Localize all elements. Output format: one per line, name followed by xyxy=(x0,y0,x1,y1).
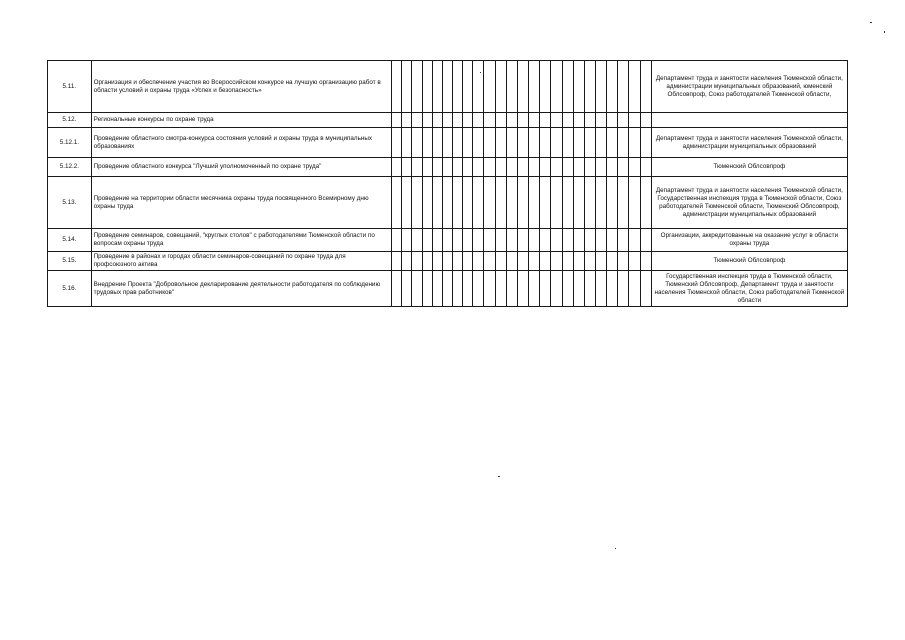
schedule-cell xyxy=(562,271,573,307)
responsible-executors: Тюменский Облсовпроф xyxy=(651,158,847,177)
schedule-cell xyxy=(540,252,551,271)
schedule-cell xyxy=(562,61,573,113)
schedule-cell xyxy=(629,177,640,229)
schedule-cell xyxy=(422,177,432,229)
schedule-cell xyxy=(473,61,484,113)
schedule-cell xyxy=(562,177,573,229)
schedule-cell xyxy=(607,128,618,158)
schedule-cell xyxy=(473,271,484,307)
schedule-cell xyxy=(562,229,573,252)
responsible-executors: Департамент труда и занятости населения Тюменской области, администрации муниципальных образований xyxy=(651,128,847,158)
schedule-cell xyxy=(618,113,629,128)
schedule-cell xyxy=(551,252,562,271)
schedule-cell xyxy=(540,229,551,252)
schedule-cell xyxy=(562,128,573,158)
schedule-cell xyxy=(452,229,462,252)
schedule-cell xyxy=(412,113,422,128)
schedule-cell xyxy=(629,229,640,252)
activity-name: Региональные конкурсы по охране труда xyxy=(91,113,392,128)
schedule-cell xyxy=(584,229,595,252)
schedule-cell xyxy=(412,252,422,271)
schedule-cell xyxy=(595,229,606,252)
schedule-cell xyxy=(402,113,412,128)
schedule-cell xyxy=(540,61,551,113)
schedule-cell xyxy=(573,252,584,271)
schedule-cell xyxy=(529,61,540,113)
schedule-cell xyxy=(495,128,506,158)
schedule-cell xyxy=(432,113,442,128)
schedule-cell xyxy=(463,113,473,128)
schedule-cell xyxy=(529,252,540,271)
schedule-cell xyxy=(495,252,506,271)
schedule-cell xyxy=(529,271,540,307)
activity-name: Проведение в районах и городах области семинаров-совещаний по охране труда для профсоюзного актива xyxy=(91,252,392,271)
schedule-cell xyxy=(584,61,595,113)
schedule-cell xyxy=(452,177,462,229)
schedule-cell xyxy=(452,113,462,128)
schedule-cell xyxy=(540,128,551,158)
schedule-cell xyxy=(595,252,606,271)
schedule-cell xyxy=(402,61,412,113)
responsible-executors: Департамент труда и занятости населения Тюменской области, Государственная инспекция труда в Тюменской области, Союз работодателей Тюменской области, Тюменский Облсовпроф, администрации муниципальных образований xyxy=(651,177,847,229)
schedule-cell xyxy=(573,158,584,177)
row-number: 5.13. xyxy=(48,177,92,229)
schedule-cell xyxy=(506,113,517,128)
schedule-cell xyxy=(412,229,422,252)
schedule-cell xyxy=(463,271,473,307)
responsible-executors xyxy=(651,113,847,128)
schedule-cell xyxy=(484,271,495,307)
schedule-cell xyxy=(473,128,484,158)
schedule-cell xyxy=(640,128,651,158)
schedule-cell xyxy=(640,113,651,128)
schedule-cell xyxy=(392,229,402,252)
row-number: 5.12.2. xyxy=(48,158,92,177)
schedule-cell xyxy=(517,252,528,271)
row-number: 5.14. xyxy=(48,229,92,252)
schedule-cell xyxy=(607,229,618,252)
schedule-cell xyxy=(629,252,640,271)
schedule-cell xyxy=(551,177,562,229)
schedule-cell xyxy=(442,113,452,128)
schedule-cell xyxy=(629,113,640,128)
schedule-cell xyxy=(540,158,551,177)
schedule-cell xyxy=(618,229,629,252)
table-row xyxy=(48,128,848,158)
schedule-cell xyxy=(422,271,432,307)
schedule-cell xyxy=(562,252,573,271)
schedule-cell xyxy=(595,128,606,158)
activity-name: Проведение на территории области месячника охраны труда посвященного Всемирному дню охраны труда xyxy=(91,177,392,229)
table-row xyxy=(48,271,848,307)
schedule-cell xyxy=(629,61,640,113)
schedule-cell xyxy=(506,61,517,113)
schedule-cell xyxy=(412,158,422,177)
schedule-cell xyxy=(442,158,452,177)
schedule-cell xyxy=(402,158,412,177)
schedule-cell xyxy=(607,177,618,229)
schedule-cell xyxy=(640,271,651,307)
schedule-cell xyxy=(607,158,618,177)
schedule-cell xyxy=(618,271,629,307)
responsible-executors: Государственная инспекция труда в Тюменской области, Тюменский Облсовпроф, Департамент труда и занятости населения Тюменской области, Союз работодателей Тюменской области xyxy=(651,271,847,307)
schedule-cell xyxy=(595,177,606,229)
row-number: 5.12. xyxy=(48,113,92,128)
responsible-executors: Тюменский Облсовпроф xyxy=(651,252,847,271)
schedule-cell xyxy=(473,113,484,128)
schedule-cell xyxy=(392,61,402,113)
table-body xyxy=(48,61,848,307)
schedule-cell xyxy=(422,252,432,271)
schedule-cell xyxy=(618,252,629,271)
schedule-cell xyxy=(452,158,462,177)
schedule-cell xyxy=(529,113,540,128)
schedule-cell xyxy=(551,229,562,252)
schedule-cell xyxy=(529,158,540,177)
schedule-cell xyxy=(618,177,629,229)
schedule-cell xyxy=(495,158,506,177)
schedule-cell xyxy=(640,229,651,252)
schedule-cell xyxy=(517,229,528,252)
schedule-cell xyxy=(584,128,595,158)
schedule-cell xyxy=(452,271,462,307)
schedule-cell xyxy=(412,128,422,158)
schedule-cell xyxy=(392,113,402,128)
schedule-cell xyxy=(529,128,540,158)
schedule-cell xyxy=(618,158,629,177)
schedule-cell xyxy=(484,252,495,271)
schedule-cell xyxy=(540,271,551,307)
schedule-cell xyxy=(584,113,595,128)
schedule-cell xyxy=(452,128,462,158)
schedule-cell xyxy=(402,271,412,307)
schedule-cell xyxy=(551,271,562,307)
schedule-cell xyxy=(402,252,412,271)
schedule-cell xyxy=(540,177,551,229)
table-row xyxy=(48,113,848,128)
schedule-cell xyxy=(432,252,442,271)
schedule-cell xyxy=(551,128,562,158)
schedule-cell xyxy=(412,177,422,229)
scan-speck xyxy=(615,548,616,549)
schedule-cell xyxy=(473,177,484,229)
schedule-cell xyxy=(595,113,606,128)
schedule-cell xyxy=(607,61,618,113)
schedule-cell xyxy=(607,113,618,128)
schedule-cell xyxy=(402,229,412,252)
schedule-cell xyxy=(432,271,442,307)
schedule-cell xyxy=(640,177,651,229)
schedule-cell xyxy=(495,177,506,229)
schedule-cell xyxy=(573,61,584,113)
schedule-cell xyxy=(495,61,506,113)
schedule-cell xyxy=(392,271,402,307)
schedule-cell xyxy=(412,271,422,307)
schedule-cell xyxy=(595,158,606,177)
schedule-cell xyxy=(484,229,495,252)
row-number: 5.16. xyxy=(48,271,92,307)
schedule-cell xyxy=(484,61,495,113)
responsible-executors: Департамент труда и занятости населения Тюменской области, администрации муниципальных образований, юменский Облсовпроф, Союз работодателей Тюменской области, xyxy=(651,61,847,113)
schedule-cell xyxy=(392,158,402,177)
schedule-cell xyxy=(629,128,640,158)
table-row xyxy=(48,252,848,271)
schedule-cell xyxy=(551,158,562,177)
schedule-cell xyxy=(422,229,432,252)
activity-name: Проведение областного смотра-конкурса состояния условий и охраны труда в муниципальных образованиях xyxy=(91,128,392,158)
schedule-cell xyxy=(392,177,402,229)
schedule-cell xyxy=(442,271,452,307)
activity-name: Проведение семинаров, совещаний, "круглых столов" с работодателями Тюменской области по вопросам охраны труда xyxy=(91,229,392,252)
schedule-cell xyxy=(463,177,473,229)
schedule-cell xyxy=(618,128,629,158)
schedule-cell xyxy=(442,229,452,252)
schedule-cell xyxy=(506,128,517,158)
row-number: 5.15. xyxy=(48,252,92,271)
schedule-cell xyxy=(432,158,442,177)
schedule-cell xyxy=(640,252,651,271)
schedule-cell xyxy=(506,229,517,252)
activity-name: Внедрение Проекта "Добровольное декларирование деятельности работодателя по соблюдению трудовых прав работников" xyxy=(91,271,392,307)
responsible-executors: Организации, аккредитованные на оказание услуг в области охраны труда xyxy=(651,229,847,252)
activity-name: Проведение областного конкурса "Лучший уполномоченный по охране труда" xyxy=(91,158,392,177)
schedule-cell xyxy=(402,177,412,229)
schedule-cell xyxy=(412,61,422,113)
schedule-cell xyxy=(484,113,495,128)
schedule-cell xyxy=(573,113,584,128)
schedule-cell xyxy=(573,128,584,158)
schedule-cell xyxy=(584,177,595,229)
schedule-cell xyxy=(629,158,640,177)
schedule-cell xyxy=(506,252,517,271)
schedule-cell xyxy=(584,158,595,177)
activity-name: Организация и обеспечение участия во Всероссийском конкурсе на лучшую организацию работ в области условий и охраны труда «Успех и безопасность» xyxy=(91,61,392,113)
schedule-cell xyxy=(392,128,402,158)
schedule-cell xyxy=(629,271,640,307)
schedule-cell xyxy=(432,128,442,158)
schedule-cell xyxy=(573,271,584,307)
schedule-cell xyxy=(529,229,540,252)
schedule-cell xyxy=(562,158,573,177)
schedule-cell xyxy=(640,61,651,113)
table-row xyxy=(48,158,848,177)
scan-speck xyxy=(480,72,481,73)
schedule-cell xyxy=(517,61,528,113)
schedule-cell xyxy=(442,177,452,229)
schedule-cell xyxy=(452,61,462,113)
schedule-cell xyxy=(506,271,517,307)
schedule-cell xyxy=(442,252,452,271)
schedule-cell xyxy=(551,113,562,128)
schedule-cell xyxy=(529,177,540,229)
schedule-cell xyxy=(422,61,432,113)
schedule-cell xyxy=(562,113,573,128)
schedule-cell xyxy=(607,271,618,307)
schedule-cell xyxy=(584,252,595,271)
schedule-cell xyxy=(506,177,517,229)
schedule-cell xyxy=(432,229,442,252)
schedule-cell xyxy=(442,128,452,158)
schedule-cell xyxy=(463,158,473,177)
table-row xyxy=(48,61,848,113)
schedule-cell xyxy=(473,158,484,177)
scan-speck xyxy=(884,31,885,33)
table-row xyxy=(48,229,848,252)
schedule-cell xyxy=(484,128,495,158)
schedule-cell xyxy=(595,271,606,307)
schedule-cell xyxy=(495,229,506,252)
schedule-cell xyxy=(432,61,442,113)
schedule-cell xyxy=(484,158,495,177)
schedule-cell xyxy=(573,177,584,229)
schedule-cell xyxy=(463,61,473,113)
schedule-cell xyxy=(618,61,629,113)
schedule-cell xyxy=(495,113,506,128)
scan-speck xyxy=(870,22,872,23)
schedule-cell xyxy=(463,229,473,252)
row-number: 5.12.1. xyxy=(48,128,92,158)
schedule-cell xyxy=(463,128,473,158)
schedule-cell xyxy=(422,158,432,177)
schedule-cell xyxy=(584,271,595,307)
schedule-cell xyxy=(517,177,528,229)
schedule-cell xyxy=(432,177,442,229)
schedule-cell xyxy=(402,128,412,158)
schedule-cell xyxy=(595,61,606,113)
activity-plan-table xyxy=(47,60,848,307)
schedule-cell xyxy=(442,61,452,113)
schedule-cell xyxy=(484,177,495,229)
schedule-cell xyxy=(473,252,484,271)
schedule-cell xyxy=(607,252,618,271)
schedule-cell xyxy=(551,61,562,113)
schedule-cell xyxy=(422,113,432,128)
schedule-cell xyxy=(517,271,528,307)
schedule-cell xyxy=(517,158,528,177)
schedule-cell xyxy=(506,158,517,177)
schedule-cell xyxy=(463,252,473,271)
schedule-cell xyxy=(422,128,432,158)
schedule-cell xyxy=(473,229,484,252)
schedule-cell xyxy=(517,113,528,128)
table-row xyxy=(48,177,848,229)
schedule-cell xyxy=(540,113,551,128)
scan-speck xyxy=(498,476,500,477)
schedule-cell xyxy=(452,252,462,271)
schedule-cell xyxy=(392,252,402,271)
schedule-cell xyxy=(495,271,506,307)
row-number: 5.11. xyxy=(48,61,92,113)
schedule-cell xyxy=(640,158,651,177)
schedule-cell xyxy=(573,229,584,252)
schedule-cell xyxy=(517,128,528,158)
